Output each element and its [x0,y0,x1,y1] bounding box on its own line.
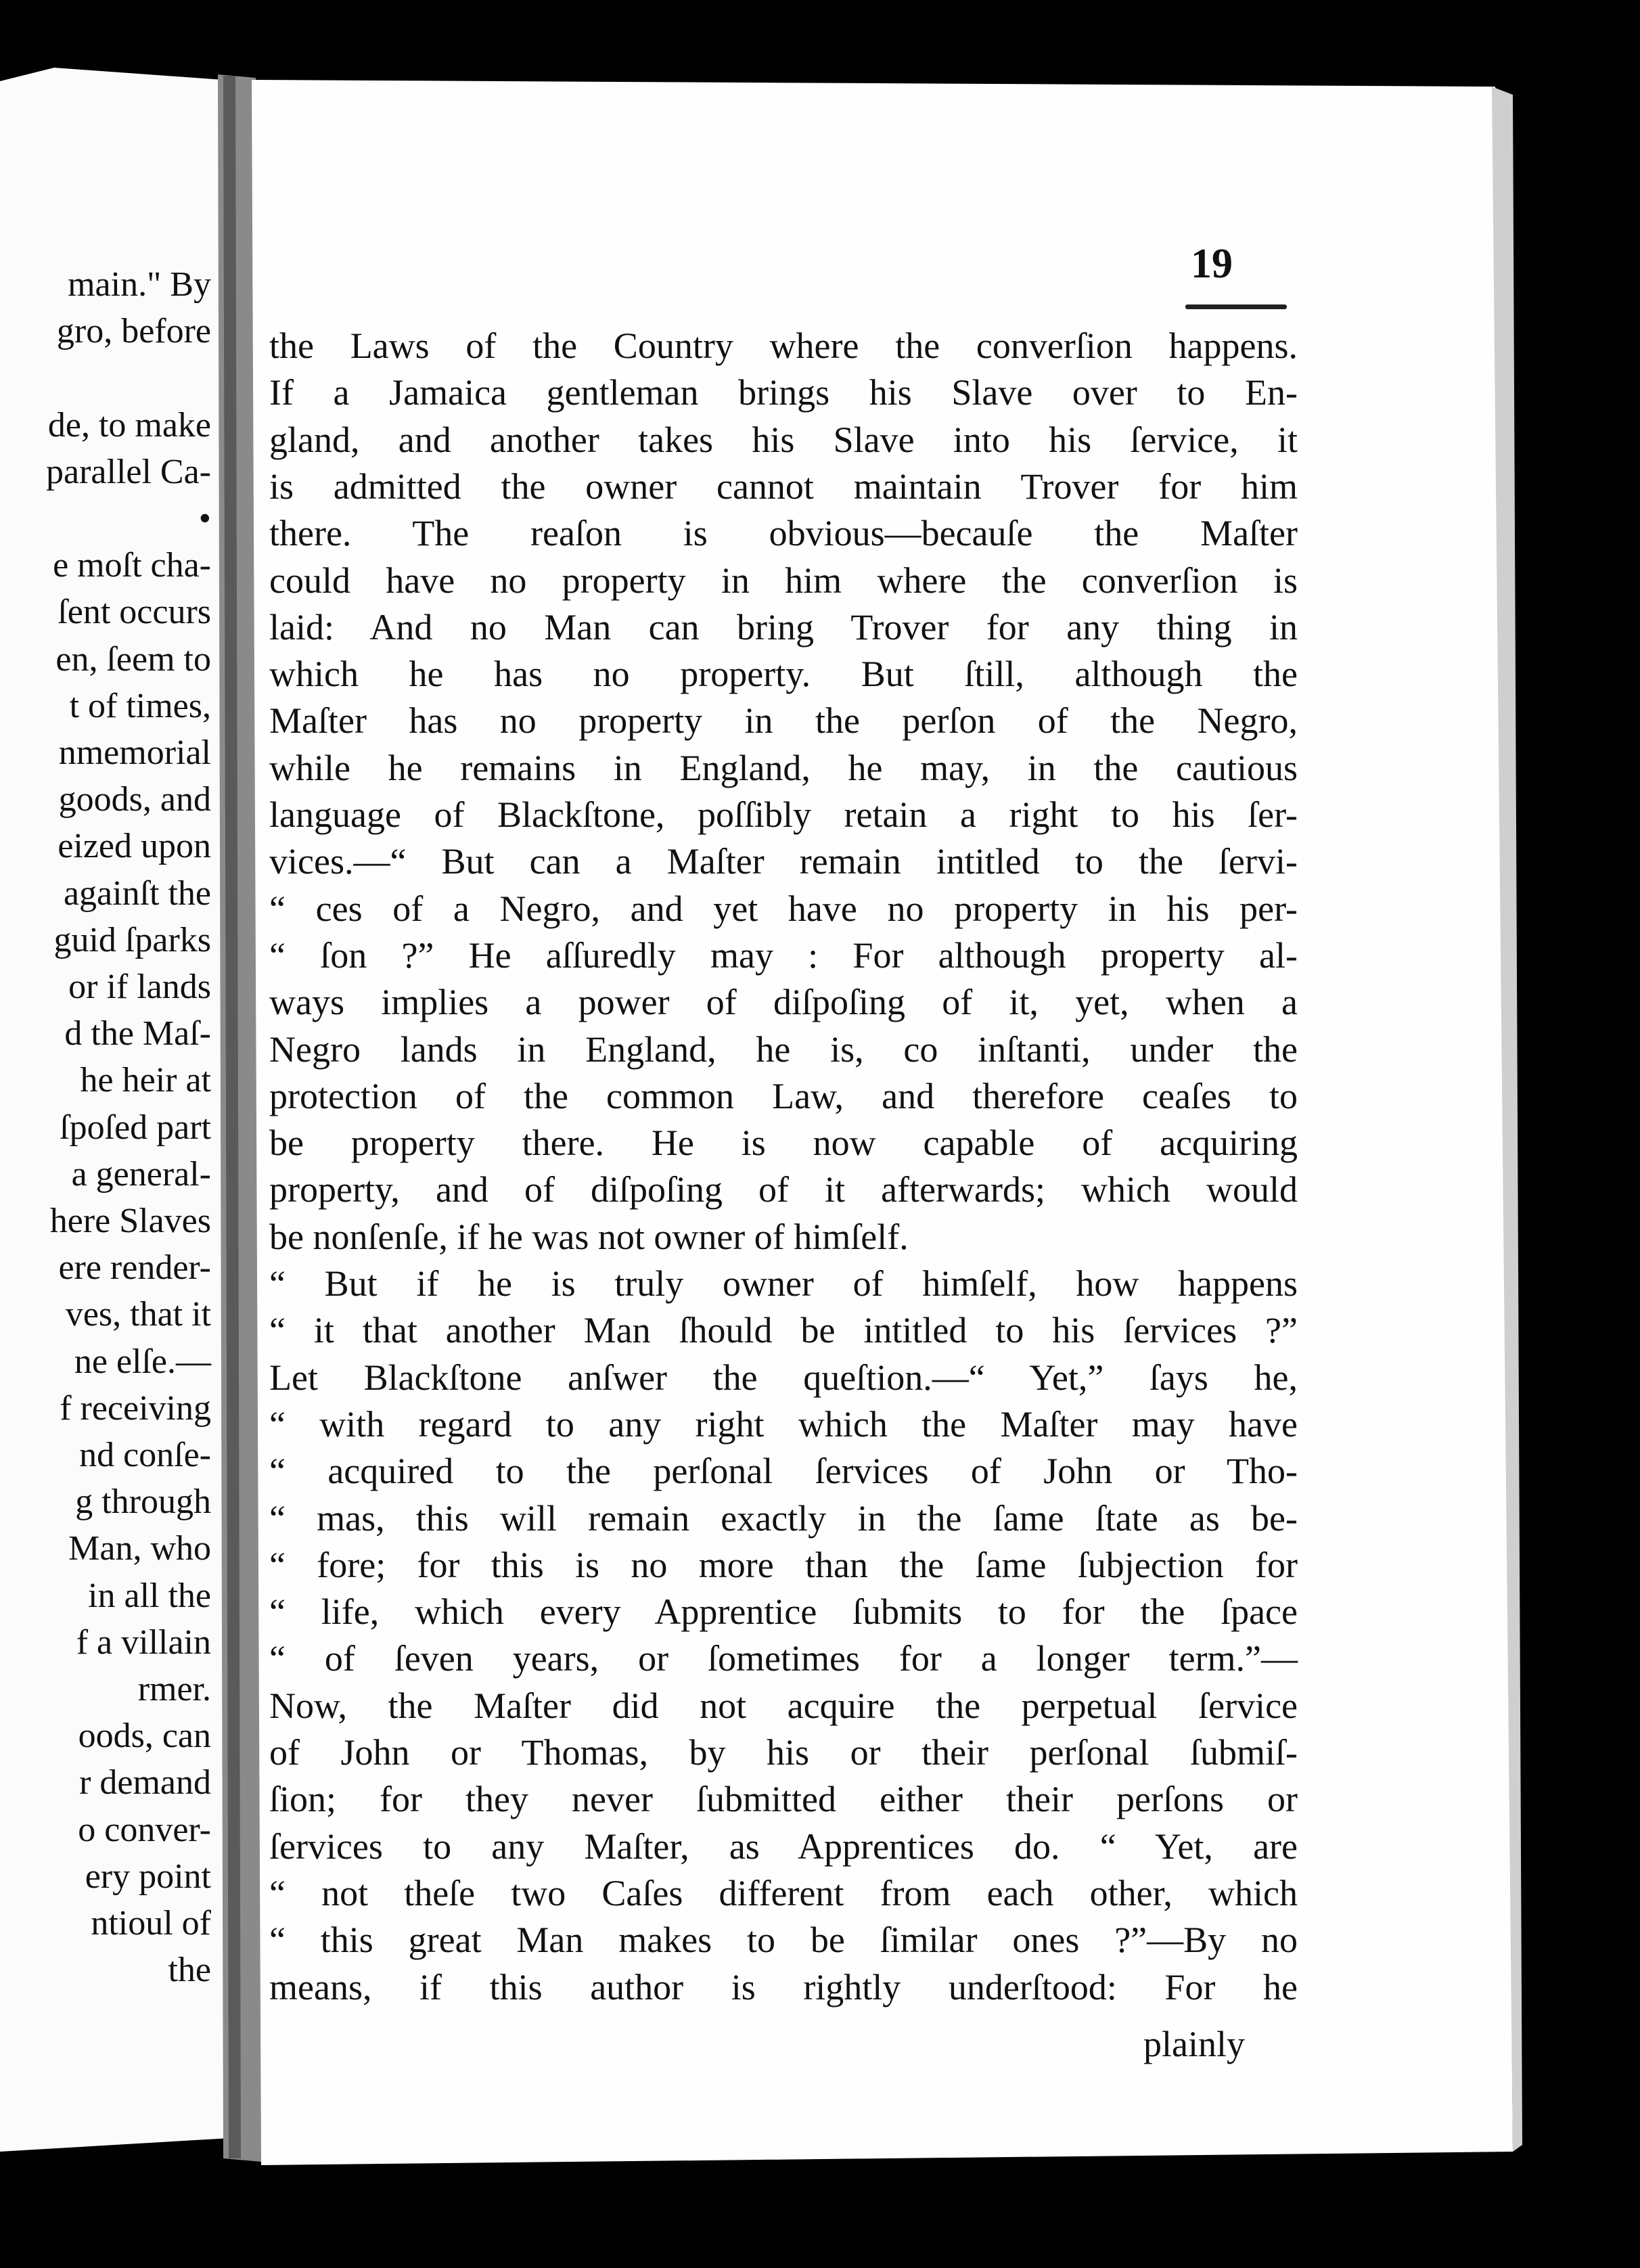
left-page-line: goods, and [58,780,211,819]
left-page-line: he heir at [80,1061,211,1100]
text-line: language of Blackſtone, poſſibly retain a right to his ſer- [269,794,1298,835]
left-page-line: nmemorial [58,733,211,772]
left-page-line: f a villain [76,1623,211,1662]
text-line: could have no property in him where the converſion is [269,560,1298,601]
left-page-line: in all the [88,1576,211,1615]
text-line: Negro lands in England, he is, co inſtanti, under the [269,1028,1298,1070]
text-line: is admitted the owner cannot maintain Trover for him [269,466,1298,507]
left-page-line: a general- [71,1154,211,1194]
left-page-line: main." By [68,265,211,304]
left-page-line: ery point [85,1857,211,1896]
text-line: ways implies a power of diſpoſing of it, yet, when a [269,982,1298,1023]
left-page-line: nd conſe- [79,1436,211,1474]
left-page-line: ntioul of [91,1904,211,1943]
left-page-line: gro, before [56,312,211,351]
text-line: “ mas, this will remain exactly in the ſame ſtate as be- [269,1497,1298,1539]
page-number-rule [1185,304,1287,309]
text-line: “ ces of a Negro, and yet have no property in his per- [269,888,1298,929]
text-line: “ ſon ?” He aſſuredly may : For although property al- [269,934,1298,976]
text-line: “ acquired to the perſonal ſervices of John or Tho- [269,1451,1298,1492]
left-page-line: parallel Ca- [46,452,211,491]
text-line: “ it that another Man ſhould be intitled to his ſervices ?” [269,1310,1298,1351]
text-line: of John or Thomas, by his or their perſonal ſubmiſ- [269,1732,1298,1773]
left-page-line: ſent occurs [58,593,211,632]
left-page-line: o conver- [78,1810,211,1849]
left-page-line: f receiving [60,1388,211,1428]
text-line: gland, and another takes his Slave into his ſervice, it [269,419,1298,460]
text-line: there. The reaſon is obvious—becauſe the Maſter [269,513,1298,554]
text-line: protection of the common Law, and therefore ceaſes to [269,1075,1298,1116]
text-line: “ with regard to any right which the Maſter may have [269,1403,1298,1445]
text-line: “ But if he is truly owner of himſelf, how happens [269,1263,1298,1304]
text-line: “ life, which every Apprentice ſubmits to for the ſpace [269,1591,1298,1633]
text-line: ſion; for they never ſubmitted either their perſons or [269,1779,1298,1820]
left-page-line: rmer. [137,1670,211,1708]
text-line: If a Jamaica gentleman brings his Slave over to En- [269,372,1298,413]
left-page-line: ne elſe.— [74,1342,211,1381]
text-line: vices.—“ But can a Maſter remain intitled to the ſervi- [269,841,1298,882]
left-page-line: Man, who [68,1529,211,1568]
text-line: Let Blackſtone anſwer the queſtion.—“ Yet,” ſays he, [269,1357,1298,1398]
text-line: ſervices to any Maſter, as Apprentices do. “ Yet, are [269,1825,1298,1867]
left-page-line: d the Maſ- [64,1014,211,1053]
text-line: Now, the Maſter did not acquire the perpetual ſervice [269,1685,1298,1726]
left-page-line: eized upon [58,827,211,866]
left-page-line: or if lands [68,968,211,1006]
text-line: which he has no property. But ſtill, although the [269,654,1298,695]
left-page-line: de, to make [47,405,211,445]
left-page-line: en, ſeem to [55,639,211,679]
left-page-line: guid ſparks [53,920,211,959]
left-page-line: e moſt cha- [53,546,211,585]
left-page-line: againſt the [63,874,211,913]
left-page-line: ves, that it [65,1295,211,1334]
text-line: the Laws of the Country where the converſion happens. [269,325,1298,366]
left-page-line: here Slaves [49,1202,211,1240]
text-line: Maſter has no property in the perſon of the Negro, [269,700,1298,742]
text-line: “ this great Man makes to be ſimilar ones ?”—By no [269,1920,1298,1961]
left-page-line: g through [75,1482,211,1522]
text-line: means, if this author is rightly underſtood: For he [269,1966,1298,2008]
left-page-line: ſpoſed part [60,1108,211,1147]
left-page-line: ere render- [58,1248,211,1288]
left-page-line: • [198,499,211,538]
left-page-line: the [168,1951,211,1990]
text-line: laid: And no Man can bring Trover for any thing in [269,606,1298,648]
left-page-line: oods, can [78,1717,211,1756]
text-line: “ of ſeven years, or ſometimes for a longer term.”— [269,1638,1298,1679]
text-line: be nonſenſe, if he was not owner of himſelf. [269,1216,909,1257]
text-line: property, and of diſpoſing of it afterwards; which would [269,1169,1298,1210]
text-line: be property there. He is now capable of acquiring [269,1122,1298,1164]
text-line: while he remains in England, he may, in the cautious [269,747,1298,788]
left-page-line: r demand [79,1763,211,1802]
text-line: “ fore; for this is no more than the ſame ſubjection for [269,1544,1298,1585]
catchword: plainly [1143,2024,1245,2064]
text-line: “ not theſe two Caſes different from each other, which [269,1872,1298,1913]
page-number: 19 [1191,241,1233,287]
left-page-line: t of times, [69,686,211,725]
